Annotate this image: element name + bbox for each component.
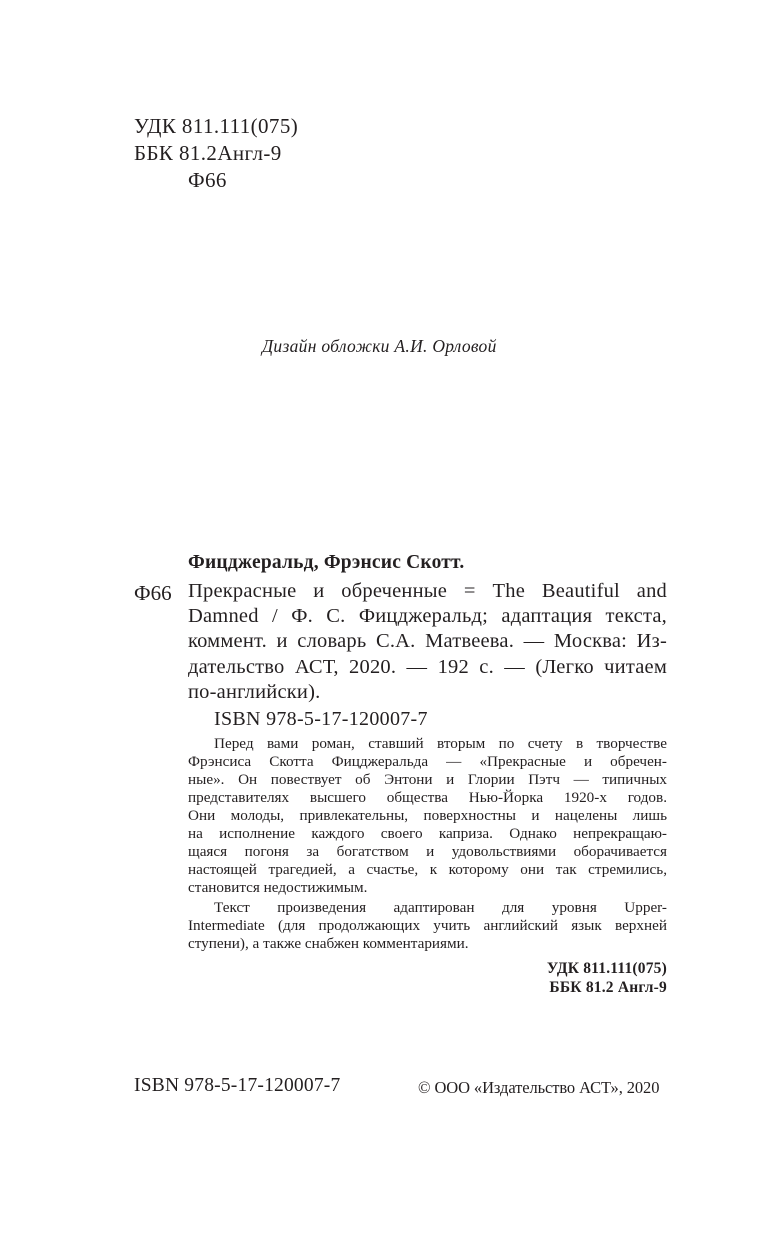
bbk-code: ББК 81.2Англ-9 <box>134 141 282 165</box>
copyright-notice: © ООО «Издательство АСТ», 2020 <box>418 1078 660 1097</box>
annotation-line: Перед вами роман, ставший вторым по счету в творчестве <box>214 735 667 752</box>
annotation-line: становится недостижимым. <box>188 879 368 896</box>
bottom-bbk-code: ББК 81.2 Англ-9 <box>549 979 667 996</box>
annotation-line: ные». Он повествует об Энтони и Глории Пэтч — типичных <box>188 771 667 788</box>
catalog-isbn: ISBN 978-5-17-120007-7 <box>214 708 428 730</box>
annotation-line: ступени), а также снабжен комментариями. <box>188 935 469 952</box>
annotation-line: Они молоды, привлекательны, поверхностны и нацелены лишь <box>188 807 667 824</box>
bottom-udk-code: УДК 811.111(075) <box>546 960 667 977</box>
annotation-line: Текст произведения адаптирован для уровня Upper- <box>214 899 667 916</box>
annotation-line: настоящей трагедией, а счастье, к которому они так стремились, <box>188 861 667 878</box>
author-mark: Ф66 <box>188 168 227 192</box>
author-heading: Фицджеральд, Фрэнсис Скотт. <box>188 552 465 573</box>
udk-code: УДК 811.111(075) <box>134 114 299 138</box>
footer-isbn: ISBN 978-5-17-120007-7 <box>134 1075 341 1096</box>
catalog-record-line: коммент. и словарь С.А. Матвеева. — Москва: Из- <box>188 630 667 652</box>
annotation-line: Фрэнсиса Скотта Фицджеральда — «Прекрасные и обречен- <box>188 753 667 770</box>
annotation-line: Intermediate (для продолжающих учить английский язык верхней <box>188 917 667 934</box>
catalog-record-line: Прекрасные и обреченные = The Beautiful and <box>188 580 667 602</box>
catalog-record-line: дательство АСТ, 2020. — 192 с. — (Легко читаем <box>188 656 667 678</box>
annotation-line: щаяся погоня за богатством и удовольствиями оборачивается <box>188 843 667 860</box>
annotation-line: на исполнение каждого своего каприза. Однако непрекращаю- <box>188 825 667 842</box>
catalog-index-code: Ф66 <box>134 581 172 605</box>
catalog-record-line: по-английски). <box>188 681 321 703</box>
catalog-record-line: Damned / Ф. С. Фицджеральд; адаптация текста, <box>188 605 667 627</box>
annotation-line: представителях высшего общества Нью-Йорка 1920-х годов. <box>188 789 667 806</box>
cover-design-credit: Дизайн обложки А.И. Орловой <box>262 336 497 356</box>
